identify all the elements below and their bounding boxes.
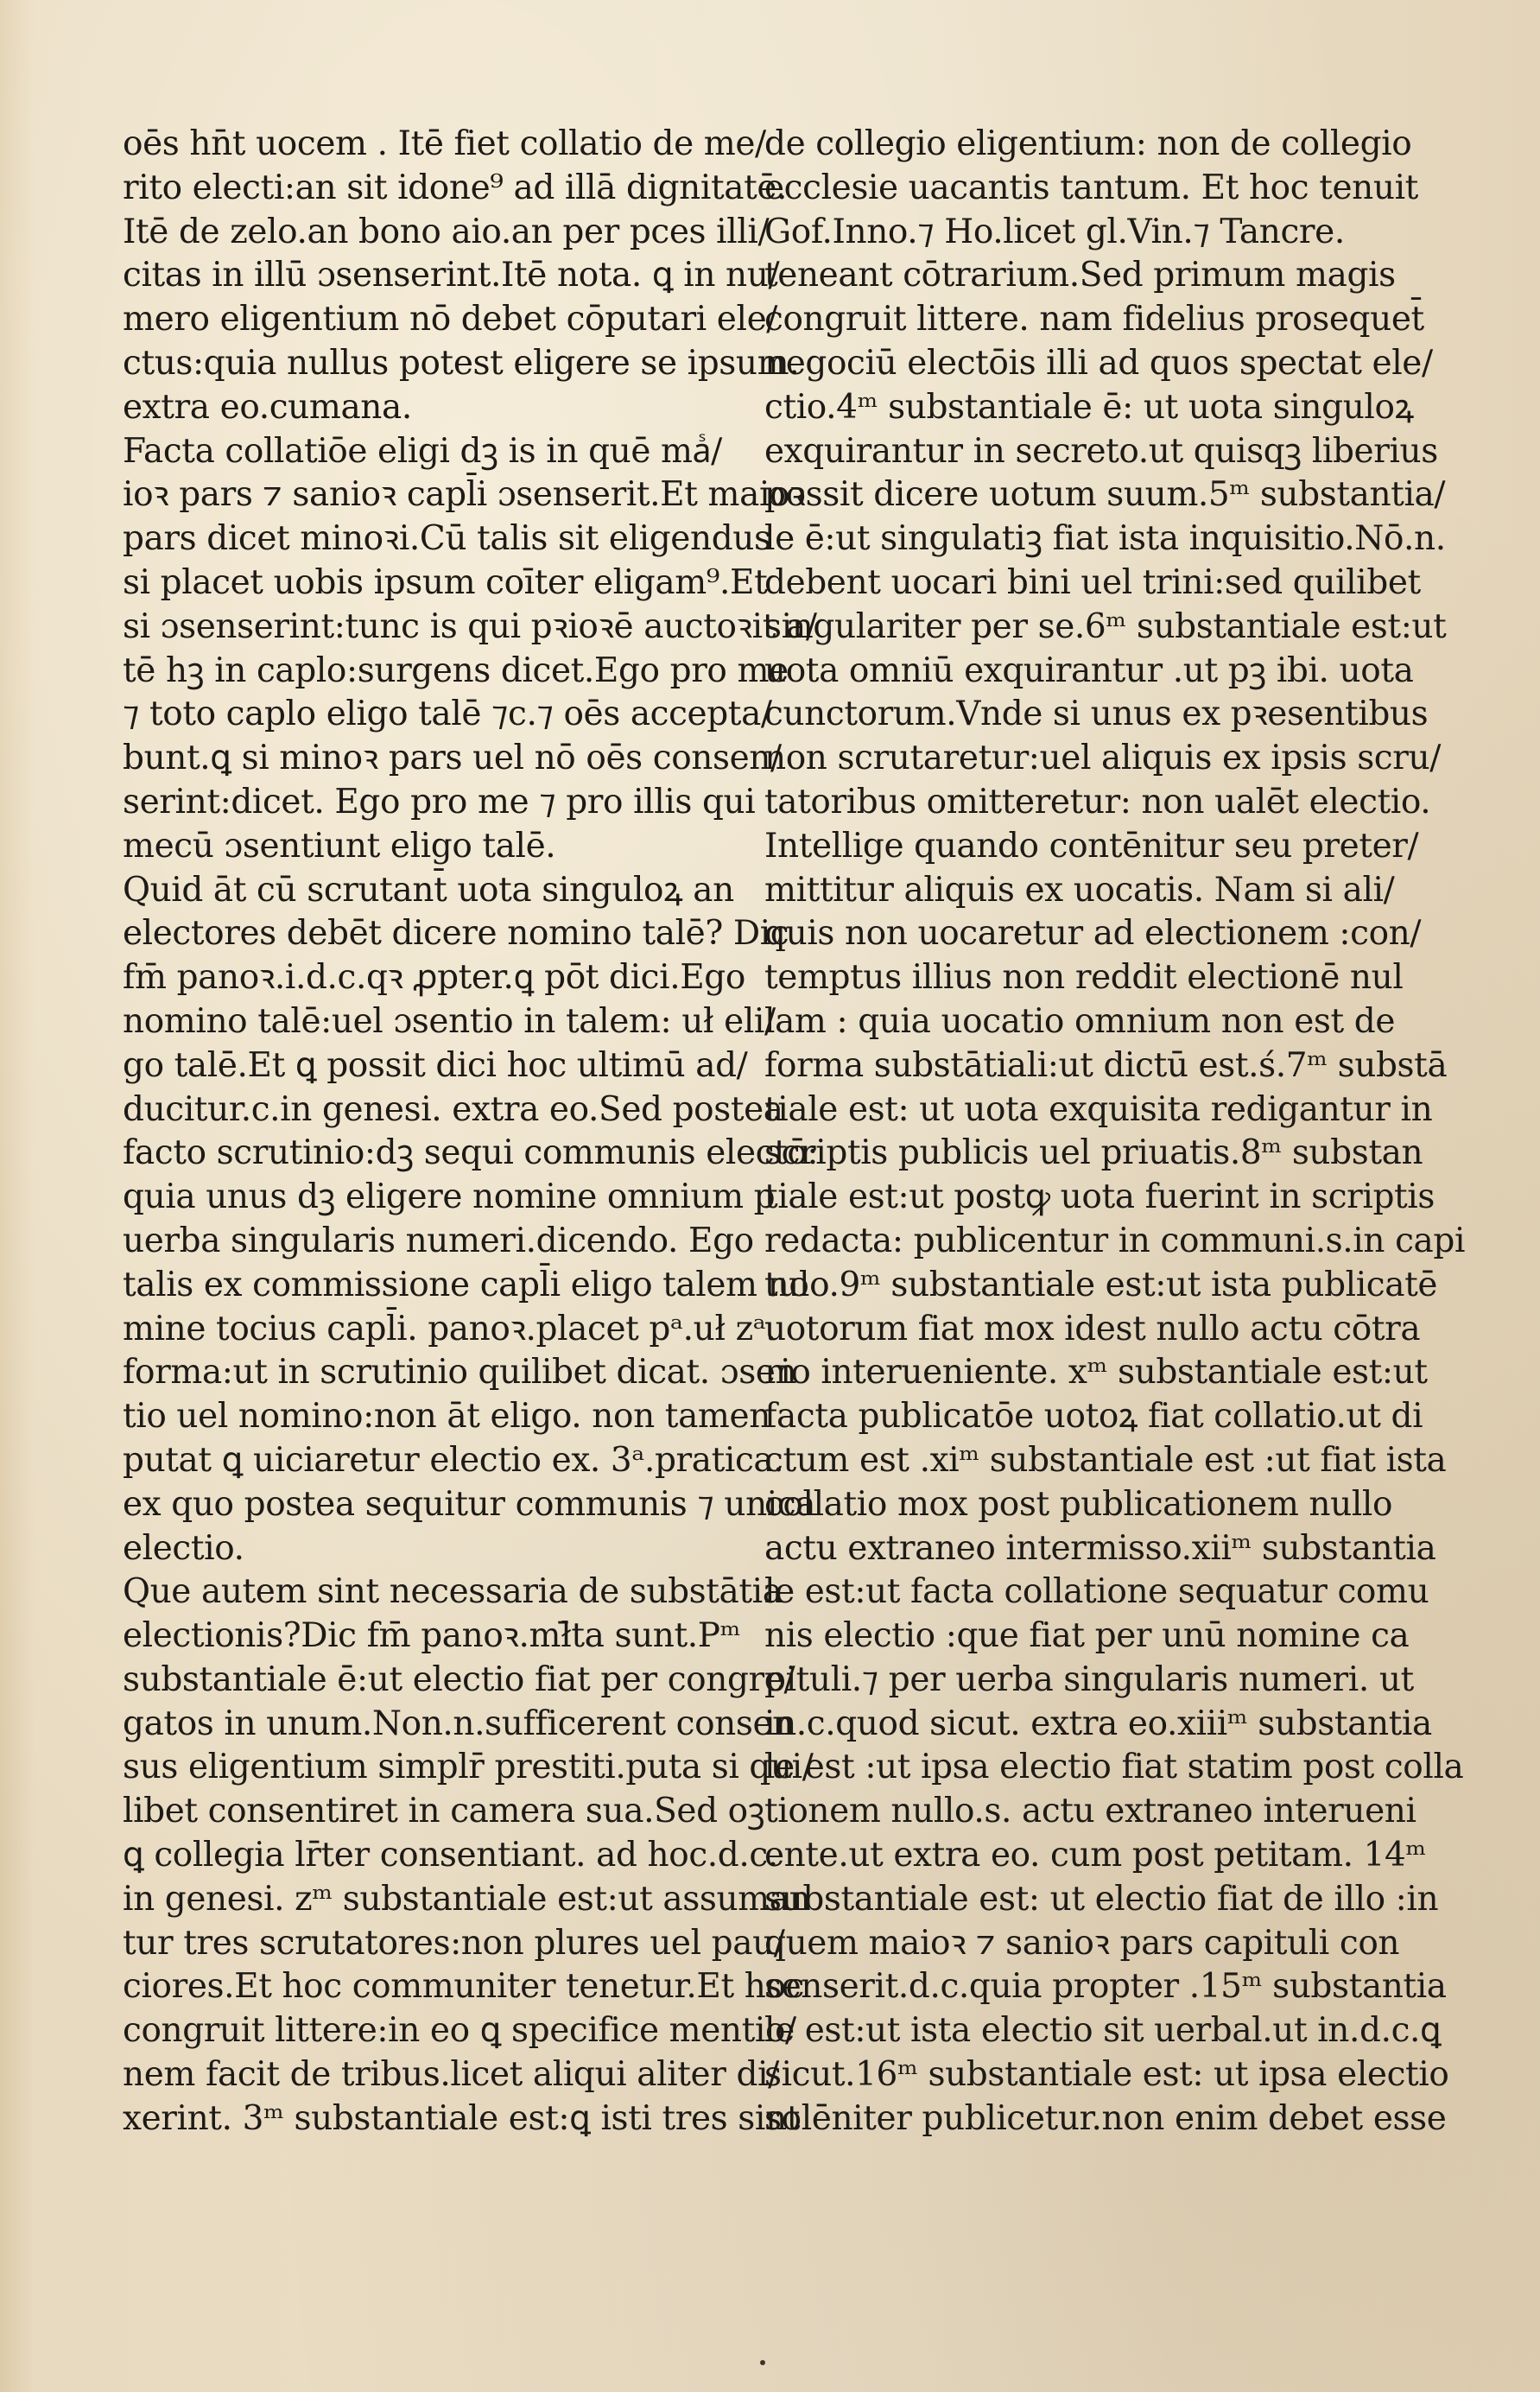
text-line: nomino talē:uel ɔsentio in talem: uł eli/ <box>123 1001 776 1041</box>
page-mark <box>760 2360 765 2365</box>
text-line: mittitur aliquis ex uocatis. Nam si ali/ <box>764 870 1395 910</box>
text-line: tionem nullo.s. actu extraneo interueni <box>764 1792 1416 1831</box>
text-line: tulo.9ᵐ substantiale est:ut ista publicatē <box>764 1265 1438 1304</box>
text-line: substantiale ē:ut electio fiat per congre/ <box>123 1659 795 1699</box>
text-line: ente.ut extra eo. cum post petitam. 14ᵐ <box>764 1836 1426 1875</box>
text-line: quia unus dꝫ eligere nomine omnium p <box>123 1177 776 1217</box>
text-line: negociū electōis illi ad quos spectat ele/ <box>764 343 1433 383</box>
text-line: mecū ɔsentiunt eligo talē. <box>123 826 556 866</box>
text-line: facto scrutinio:dꝫ sequi communis electō: <box>123 1133 819 1173</box>
text-line: collatio mox post publicationem nullo <box>764 1484 1393 1524</box>
text-line: oēs hn̄t uocem . Itē fiet collatio de me/ <box>123 124 766 163</box>
text-line: quis non uocaretur ad electionem :con/ <box>764 914 1422 954</box>
text-line: electio. <box>123 1528 244 1568</box>
text-line: in.c.quod sicut. extra eo.xiiiᵐ substantia <box>764 1704 1432 1743</box>
text-line: extra eo.cumana. <box>123 387 412 427</box>
text-line: libet consentiret in camera sua.Sed oꝫ <box>123 1792 765 1831</box>
text-line: ⁊ toto caplo eligo talē ⁊c.⁊ oēs accepta/ <box>123 695 772 734</box>
text-line: forma substātiali:ut dictū est.ś.7ᵐ substā <box>764 1045 1448 1085</box>
text-line: ciores.Et hoc communiter tenetur.Et hoc <box>123 1967 804 2007</box>
text-line: ioꝛ pars ⁊ sanioꝛ capl̄i ɔsenserit.Et maioꝛ <box>123 475 806 515</box>
text-line: tatoribus omitteretur: non ualēt electio. <box>764 782 1431 822</box>
text-line: teneant cōtrarium.Sed primum magis <box>764 256 1396 295</box>
text-line: electores debēt dicere nomino talē? Dic <box>123 914 789 954</box>
text-line: cunctorum.Vnde si unus ex pꝛesentibus <box>764 695 1429 734</box>
text-line: Itē de zelo.an bono aio.an per pces illi/ <box>123 212 770 251</box>
text-line: substantiale est: ut electio fiat de illo :in <box>764 1879 1439 1919</box>
text-line: fm̄ panoꝛ.i.d.c.qꝛ ꝓpter.ꝗ pōt dici.Ego <box>123 958 745 998</box>
text-line: debent uocari bini uel trini:sed quilibet <box>764 562 1421 602</box>
text-line: le ē:ut singulatiꝫ fiat ista inquisitio.Nō.n. <box>764 519 1446 559</box>
text-line: tē hꝫ in caplo:surgens dicet.Ego pro me <box>123 650 789 690</box>
text-line: ctus:quia nullus potest eligere se ipsum. <box>123 343 800 383</box>
text-line: gatos in unum.Non.n.sufficerent consen <box>123 1704 794 1743</box>
text-line: putat ꝗ uiciaretur electio ex. 3ᵃ.pratica. <box>123 1440 784 1480</box>
text-line: tiale est:ut postꝙ uota fuerint in scriptis <box>764 1177 1435 1217</box>
text-line: redacta: publicentur in communi.s.in capi <box>764 1221 1466 1260</box>
text-line: Gof.Inno.⁊ Ho.licet gl.Vin.⁊ Tancre. <box>764 212 1345 251</box>
text-line: uota omniū exquirantur .ut pꝫ ibi. uota <box>764 650 1414 690</box>
text-line: actu extraneo intermisso.xiiᵐ substantia <box>764 1528 1436 1568</box>
text-line: citas in illū ɔsenserint.Itē nota. ꝗ in nu/ <box>123 256 780 295</box>
text-line: serint:dicet. Ego pro me ⁊ pro illis qui <box>123 782 756 822</box>
text-line: ꝗ collegia lr̄ter consentiant. ad hoc.d.c. <box>123 1836 778 1875</box>
text-line: xerint. 3ᵐ substantiale est:ꝗ isti tres sint <box>123 2098 800 2138</box>
text-line: lam : quia uocatio omnium non est de <box>764 1001 1396 1041</box>
text-line: non scrutaretur:uel aliquis ex ipsis scru/ <box>764 739 1441 778</box>
text-line: facta publicatōe uotoꝝ fiat collatio.ut di <box>764 1397 1423 1437</box>
text-line: nis electio :que fiat per unū nomine ca <box>764 1616 1410 1656</box>
text-line: mero eligentium nō debet cōputari ele/ <box>123 300 777 339</box>
text-line: scriptis publicis uel priuatis.8ᵐ substan <box>764 1133 1423 1173</box>
text-line: le est:ut ista electio sit uerbal.ut in.d.c.ꝗ <box>764 2011 1442 2051</box>
text-line: pituli.⁊ per uerba singularis numeri. ut <box>764 1659 1414 1699</box>
right-text-column <box>764 123 1466 2141</box>
text-line: si ɔsenserint:tunc is qui pꝛioꝛē auctoꝛit a/ <box>123 606 817 646</box>
text-line: Que autem sint necessaria de substātia <box>123 1572 783 1612</box>
text-line: sus eligentium simplr̄ prestiti.puta si qui/ <box>123 1748 814 1787</box>
text-line: sicut.16ᵐ substantiale est: ut ipsa electio <box>764 2055 1449 2095</box>
text-line: congruit littere. nam fidelius prosequet̄ <box>764 300 1424 339</box>
text-line: ex quo postea sequitur communis ⁊ unica <box>123 1484 816 1524</box>
text-line: singulariter per se.6ᵐ substantiale est:ut <box>764 606 1447 646</box>
text-line: ctum est .xiᵐ substantiale est :ut fiat ista <box>764 1440 1447 1480</box>
text-line: le est :ut ipsa electio fiat statim post colla <box>764 1748 1464 1787</box>
text-line: tur tres scrutatores:non plures uel pau/ <box>123 1923 785 1963</box>
text-line: tiale est: ut uota exquisita redigantur in <box>764 1089 1433 1129</box>
text-line: uotorum fiat mox idest nullo actu cōtra <box>764 1309 1421 1348</box>
text-line: nem facit de tribus.licet aliqui aliter di/ <box>123 2055 779 2095</box>
text-line: Intellige quando contēnitur seu preter/ <box>764 826 1419 866</box>
text-line: solēniter publicetur.non enim debet esse <box>764 2098 1447 2138</box>
text-line: electionis?Dic fm̄ panoꝛ.mł̄ta sunt.Pᵐ <box>123 1616 741 1656</box>
text-line: exquirantur in secreto.ut quisqꝫ liberius <box>764 431 1438 471</box>
left-text-column <box>123 123 819 2141</box>
text-line: ctio.4ᵐ substantiale ē: ut uota singuloꝝ <box>764 387 1414 427</box>
text-line: senserit.d.c.quia propter .15ᵐ substantia <box>764 1967 1447 2007</box>
text-line: rito electi:an sit idone⁹ ad illā dignitatē. <box>123 168 788 207</box>
text-line: possit dicere uotum suum.5ᵐ substantia/ <box>764 475 1446 515</box>
text-line: ducitur.c.in genesi. extra eo.Sed postea <box>123 1089 783 1129</box>
text-line: rio interueniente. xᵐ substantiale est:ut <box>764 1353 1428 1393</box>
text-line: talis ex commissione capl̄i eligo talem no <box>123 1265 809 1304</box>
text-line: de collegio eligentium: non de collegio <box>764 124 1412 163</box>
text-line: quem maioꝛ ⁊ sanioꝛ pars capituli con <box>764 1923 1400 1963</box>
text-line: Quid āt cū scrutant̄ uota singuloꝝ an <box>123 870 734 910</box>
text-line: uerba singularis numeri.dicendo. Ego <box>123 1221 754 1260</box>
text-line: in genesi. zᵐ substantiale est:ut assuman <box>123 1879 811 1919</box>
text-line: mine tocius capl̄i. panoꝛ.placet pᵃ.uł zᵃ. <box>123 1309 776 1348</box>
text-line: si placet uobis ipsum coīter eligam⁹.Et <box>123 562 768 602</box>
text-line: ecclesie uacantis tantum. Et hoc tenuit <box>764 168 1418 207</box>
text-line: forma:ut in scrutinio quilibet dicat. ɔsen <box>123 1353 797 1393</box>
text-line: le est:ut facta collatione sequatur comu <box>764 1572 1429 1612</box>
text-line: go talē.Et ꝗ possit dici hoc ultimū ad/ <box>123 1045 748 1085</box>
text-line: congruit littere:in eo ꝗ specifice mentio/ <box>123 2011 796 2051</box>
text-line: bunt.ꝗ si minoꝛ pars uel nō oēs consen/ <box>123 739 782 778</box>
text-line: temptus illius non reddit electionē nul <box>764 958 1404 998</box>
text-line: pars dicet minoꝛi.Cū talis sit eligendus <box>123 519 771 559</box>
text-line: tio uel nomino:non āt eligo. non tamen <box>123 1397 770 1437</box>
text-line: Facta collatiōe eligi dꝫ is in quē maᷤ/ <box>123 431 722 471</box>
